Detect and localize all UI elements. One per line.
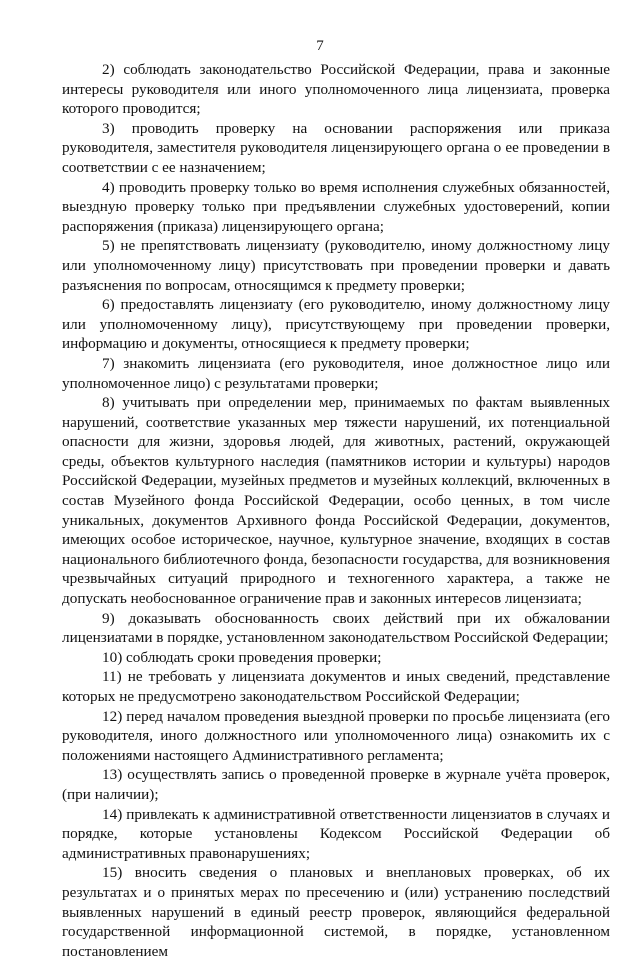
paragraph-item-14: 14) привлекать к административной ответственности лицензиатов в случаях и порядке, которые установлены Кодексом Российской Федерации об административных правонарушениях; [62,805,610,862]
paragraph-item-12: 12) перед началом проведения выездной проверки по просьбе лицензиата (его руководителя, иного должностного или уполномоченного лица) ознакомить их с положениями настоящего Административного регламента; [62,707,610,764]
paragraph-item-10: 10) соблюдать сроки проведения проверки; [102,648,382,666]
paragraph-item-2: 2) соблюдать законодательство Российской Федерации, права и законные интересы руководителя или иного уполномоченного лица лицензиата, проверка которого проводится; [62,61,610,118]
paragraph-item-6: 6) предоставлять лицензиату (его руководителю, иному должностному лицу или уполномоченному лицу), присутствующему при проведении проверки, информацию и документы, относящиеся к предмету проверки; [62,296,610,353]
paragraph-item-8: 8) учитывать при определении мер, принимаемых по фактам выявленных нарушений, соответствие указанных мер тяжести нарушений, их потенциальной опасности для жизни, здоровья людей, для животных, растений, окружающей среды, объектов культурного наследия (памятников истории и культуры) народов Российской Федерации, музейных предметов и музейных коллекций, включенных в состав Музейного фонда Российской Федерации, особо ценных, в том числе уникальных, документов Архивного фонда Российской Федерации, документов, имеющих особое историческое, научное, культурное значение, входящих в состав национального библиотечного фонда, безопасности государства, для возникновения чрезвычайных ситуаций природного и техногенного характера, а также не допускать необоснованное ограничение прав и законных интересов лицензиата; [62,394,610,608]
paragraph-item-7: 7) знакомить лицензиата (его руководителя, иное должностное лицо или уполномоченное лицо) с результатами проверки; [62,354,610,392]
paragraph-item-4: 4) проводить проверку только во время исполнения служебных обязанностей, выездную проверку только при предъявлении служебных удостоверений, копии распоряжения (приказа) лицензирующего органа; [62,178,610,235]
paragraph-item-11: 11) не требовать у лицензиата документов и иных сведений, представление которых не предусмотрено законодательством Российской Федерации; [62,668,610,705]
paragraph-item-13: 13) осуществлять запись о проведенной проверке в журнале учёта проверок, (при наличии); [62,766,610,803]
paragraph-item-5: 5) не препятствовать лицензиату (руководителю, иному должностному лицу или уполномоченному лицу) присутствовать при проведении проверки и давать разъяснения по вопросам, относящимся к предмету проверки; [62,237,610,294]
page-number: 7 [316,38,324,54]
paragraph-item-15: 15) вносить сведения о плановых и внеплановых проверках, об их результатах и о принятых мерах по пресечению и (или) устранению последствий выявленных нарушений в единый реестр проверок, являющийся федеральной государственной информационной системой, в порядке, установленном постановлением [62,864,610,960]
paragraph-item-9: 9) доказывать обоснованность своих действий при их обжаловании лицензиатами в порядке, установленном законодательством Российской Федерации; [62,609,610,647]
document-body [62,60,610,961]
paragraph-item-3: 3) проводить проверку на основании распоряжения или приказа руководителя, заместителя руководителя лицензирующего органа о ее проведении в соответствии с ее назначением; [62,119,610,176]
